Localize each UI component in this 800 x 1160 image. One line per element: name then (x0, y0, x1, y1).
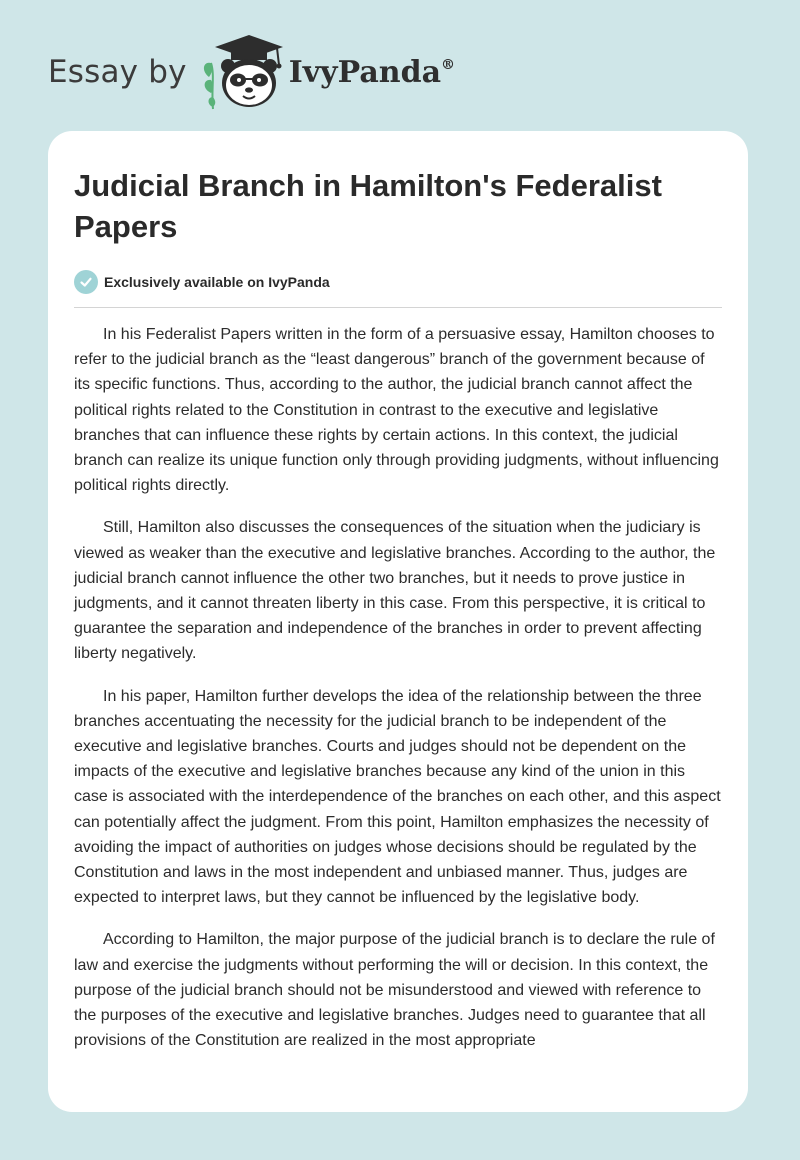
site-header (48, 32, 455, 112)
paragraph: In his Federalist Papers written in the form of a persuasive essay, Hamilton chooses to refer to the judicial branch as the “least dangerous” branch of the government because of its specific functions. Thus, according to the author, the judicial branch cannot affect the political rights related to the Constitution in contrast to the executive and legislative branches that can influence these rights by certain actions. In this context, the judicial branch can realize its unique function only through providing judgments, without influencing political rights directly. (74, 326, 719, 495)
exclusive-label: Exclusively available on IvyPanda (104, 274, 330, 290)
divider (74, 307, 722, 308)
paragraph: Still, Hamilton also discusses the consequences of the situation when the judiciary is viewed as weaker than the executive and legislative branches. According to the author, the judicial branch cannot influence the other two branches, but it needs to prove justice in judgments, and it cannot threaten liberty in this case. From this perspective, it is critical to guarantee the separation and independence of the branches in order to prevent affecting liberty negatively. (74, 519, 716, 663)
paragraph: According to Hamilton, the major purpose of the judicial branch is to declare the rule of law and exercise the judgments without performing the will or decision. In this context, the purpose of the judicial branch should not be misunderstood and viewed with reference to the purposes of the executive and legislative branches. Judges need to guarantee that all provisions of the Constitution are realized in the most appropriate (74, 931, 715, 1050)
exclusive-badge (74, 269, 722, 295)
check-icon (74, 270, 98, 294)
registered-mark: ® (441, 56, 456, 73)
essay-title: Judicial Branch in Hamilton's Federalist Papers (74, 168, 662, 244)
brand-name[interactable]: IvyPanda® (288, 54, 456, 90)
essay-card (48, 131, 748, 1112)
paragraph: In his paper, Hamilton further develops the idea of the relationship between the three branches accentuating the necessity for the judicial branch to be independent of the executive and legislative branches. Courts and judges should not be dependent on the impacts of the executive and legislative branches because any kind of the union in this case is associated with the interdependence of the branches on each other, and this aspect can potentially affect the judgment. From this point, Hamilton emphasizes the necessity of avoiding the impact of authorities on judges whose decisions should be regulated by the Constitution and laws in the most independent and unbiased manner. Thus, judges are expected to interpret laws, but they cannot be influenced by the legislative body. (74, 687, 721, 907)
essay-by-label: Essay by (48, 54, 187, 90)
ivypanda-panda-logo-icon[interactable] (199, 33, 287, 111)
essay-body (74, 322, 722, 1053)
